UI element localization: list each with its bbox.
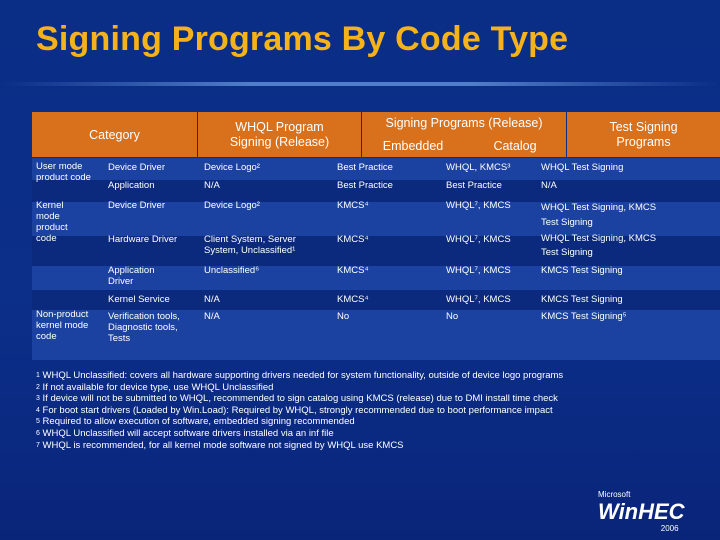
footnote-number: 3 xyxy=(36,395,40,403)
footnote-number: 4 xyxy=(36,406,40,414)
header-whql-line1: WHQL Program xyxy=(235,120,324,134)
row3-whql: Device Logo² xyxy=(204,200,260,211)
row4-whql: Client System, Server System, Unclassified¹ xyxy=(204,234,296,256)
row1-category: User mode product code xyxy=(36,161,91,183)
row7-embedded: No xyxy=(337,311,350,322)
row2-catalog: Best Practice xyxy=(446,180,502,191)
row5-type: Application Driver xyxy=(108,265,155,287)
header-test-line2: Programs xyxy=(616,135,671,149)
footnote xyxy=(36,382,686,394)
footnote-text: If device will not be submitted to WHQL, recommended to sign catalog using KMCS (release) due to DMI install time check xyxy=(42,393,558,405)
winhec-logo xyxy=(598,490,685,533)
row3-catalog: WHQL⁷, KMCS xyxy=(446,200,511,211)
slide-title: Signing Programs By Code Type xyxy=(36,20,569,58)
signing-table xyxy=(32,112,720,360)
header-signing-programs-label: Signing Programs (Release) xyxy=(385,116,543,130)
row1-catalog: WHQL, KMCS³ xyxy=(446,162,511,173)
row4-catalog: WHQL⁷, KMCS xyxy=(446,234,511,245)
header-signing-programs xyxy=(362,112,566,157)
row4-test: WHQL Test Signing, KMCS Test Signing xyxy=(541,233,657,258)
row7-catalog: No xyxy=(446,311,459,322)
row1-whql: Device Logo² xyxy=(204,162,260,173)
header-category xyxy=(32,112,197,157)
logo-company: Microsoft xyxy=(598,490,631,499)
footnote-text: WHQL Unclassified: covers all hardware supporting drivers needed for system functionality, outside of device logo programs xyxy=(42,370,564,381)
row3-embedded: KMCS⁴ xyxy=(337,200,369,211)
footnote-number: 7 xyxy=(36,441,40,449)
row3-category: Kernel mode product code xyxy=(36,200,68,244)
footnote xyxy=(36,416,686,428)
footnote xyxy=(36,393,686,405)
row4-type: Hardware Driver xyxy=(108,234,178,245)
header-catalog: Catalog xyxy=(493,139,537,153)
title-divider xyxy=(0,82,720,86)
footnote-text: WHQL is recommended, for all kernel mode software not signed by WHQL use KMCS xyxy=(42,439,404,451)
row2-embedded: Best Practice xyxy=(337,180,393,191)
footnote-text: WHQL Unclassified will accept software drivers installed via an inf file xyxy=(42,427,334,439)
footnote-text: Required to allow execution of software, embedded signing recommended xyxy=(42,416,355,428)
logo-name: WinHEC xyxy=(598,499,685,524)
row5-test: KMCS Test Signing xyxy=(541,265,623,276)
row5-whql: Unclassified⁶ xyxy=(204,265,260,276)
footnote-text: For boot start drivers (Loaded by Win.Load): Required by WHQL, strongly recommended due to boot performance impact xyxy=(42,404,553,416)
row7-whql: N/A xyxy=(204,311,220,322)
header-test-line1: Test Signing xyxy=(609,120,678,134)
footnote-number: 5 xyxy=(36,418,40,426)
logo-year: 2006 xyxy=(660,524,679,533)
row4-embedded: KMCS⁴ xyxy=(337,234,369,245)
footnote xyxy=(36,405,686,417)
header-whql xyxy=(198,112,361,157)
row7-category: Non-product kernel mode code xyxy=(36,309,89,342)
row1-type: Device Driver xyxy=(108,162,166,173)
footnote-number: 2 xyxy=(36,383,40,391)
row6-catalog: WHQL⁷, KMCS xyxy=(446,294,511,305)
footnote-number: 1 xyxy=(36,372,40,379)
footnote xyxy=(36,440,686,452)
row7-test: KMCS Test Signing⁵ xyxy=(541,311,627,322)
row3-type: Device Driver xyxy=(108,200,166,211)
row5-embedded: KMCS⁴ xyxy=(337,265,369,276)
footnote-text: If not available for device type, use WHQL Unclassified xyxy=(42,381,274,393)
row6-type: Kernel Service xyxy=(108,294,170,305)
row2-test: N/A xyxy=(541,180,557,191)
footnote xyxy=(36,428,686,440)
footnote-number: 6 xyxy=(36,429,40,437)
row5-catalog: WHQL⁷, KMCS xyxy=(446,265,511,276)
header-category-label: Category xyxy=(89,128,140,142)
row2-whql: N/A xyxy=(204,180,220,191)
footnote xyxy=(36,370,686,382)
row1-embedded: Best Practice xyxy=(337,162,393,173)
footnotes xyxy=(36,370,686,451)
row2-type: Application xyxy=(108,180,155,191)
row3-test: WHQL Test Signing, KMCS Test Signing xyxy=(541,202,657,228)
header-whql-line2: Signing (Release) xyxy=(229,135,330,149)
row7-type: Verification tools, Diagnostic tools, Tests xyxy=(108,311,180,344)
row1-test: WHQL Test Signing xyxy=(541,162,624,173)
header-embedded: Embedded xyxy=(382,139,444,153)
row6-test: KMCS Test Signing xyxy=(541,294,623,305)
row6-embedded: KMCS⁴ xyxy=(337,294,369,305)
header-test-signing xyxy=(567,112,720,157)
row6-whql: N/A xyxy=(204,294,220,305)
